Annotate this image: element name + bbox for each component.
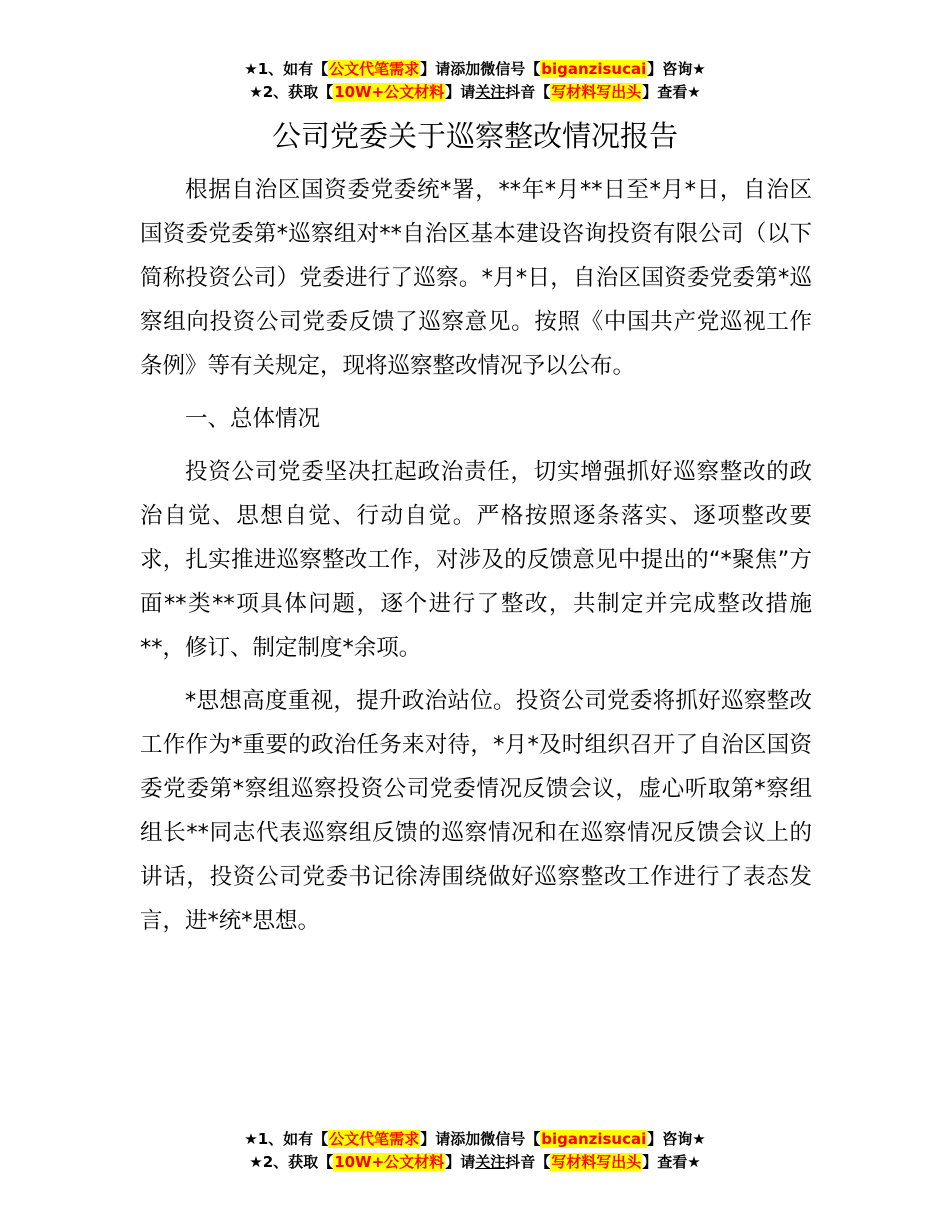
document-title: 公司党委关于巡察整改情况报告: [271, 119, 678, 153]
promo-text: ★1、如有【: [244, 1130, 329, 1148]
promo-text: 】查看★: [642, 83, 701, 101]
promo-banner-top: [0, 58, 950, 104]
promo-line-1: [0, 58, 950, 81]
promo-text: ★1、如有【: [244, 60, 329, 78]
promo-banner-bottom: [0, 1128, 950, 1174]
paragraph-measure-1: *思想高度重视，提升政治站位。投资公司党委将抓好巡察整改工作作为*重要的政治任务来对待，*月*及时组织召开了自治区国资委党委第*察组巡察投资公司党委情况反馈会议，虚心听取第*察组组长**同志代表巡察组反馈的巡察情况和在巡察情况反馈会议上的讲话，投资公司党委书记徐涛围绕做好巡察整改工作进行了表态发言，进*统*思想。: [140, 688, 812, 934]
promo-text: 】查看★: [642, 1153, 701, 1171]
promo-text: 】咨询★: [647, 1130, 706, 1148]
promo-line-2: [0, 1151, 950, 1174]
promo-line-1: [0, 1128, 950, 1151]
promo-underlined-text: 关注: [475, 1153, 506, 1171]
promo-underlined-text: 关注: [475, 83, 506, 101]
promo-text: 】请: [445, 1153, 476, 1171]
promo-text: 】请: [445, 83, 476, 101]
douyin-name-highlight: 写材料写出头: [551, 1153, 642, 1171]
promo-text: 】请添加微信号【: [420, 1130, 541, 1148]
promo-text: 抖音【: [505, 1153, 551, 1171]
wechat-id-highlight: biganzisucai: [541, 60, 647, 78]
promo-highlight: 10W+公文材料: [334, 83, 445, 101]
promo-highlight: 公文代笔需求: [329, 1130, 420, 1148]
promo-highlight: 公文代笔需求: [329, 60, 420, 78]
douyin-name-highlight: 写材料写出头: [551, 83, 642, 101]
promo-text: 】咨询★: [647, 60, 706, 78]
wechat-id-highlight: biganzisucai: [541, 1130, 647, 1148]
promo-text: ★2、获取【: [249, 83, 334, 101]
promo-text: 抖音【: [505, 83, 551, 101]
document-body: [140, 168, 812, 943]
paragraph-intro: 根据自治区国资委党委统*署，**年*月**日至*月*日，自治区国资委党委第*巡察组对**自治区基本建设咨询投资有限公司（以下简称投资公司）党委进行了巡察。*月*日，自治区国资委党委第*巡察组向投资公司党委反馈了巡察意见。按照《中国共产党巡视工作条例》等有关规定，现将巡察整改情况予以公布。: [140, 177, 812, 379]
promo-line-2: [0, 81, 950, 104]
promo-highlight: 10W+公文材料: [334, 1153, 445, 1171]
promo-text: ★2、获取【: [249, 1153, 334, 1171]
paragraph-overview: 投资公司党委坚决扛起政治责任，切实增强抓好巡察整改的政治自觉、思想自觉、行动自觉。严格按照逐条落实、逐项整改要求，扎实推进巡察整改工作，对涉及的反馈意见中提出的“*聚焦”方面**类**项具体问题，逐个进行了整改，共制定并完成整改措施**，修订、制定制度*余项。: [140, 459, 812, 661]
section-heading: 一、总体情况: [185, 406, 321, 432]
promo-text: 】请添加微信号【: [420, 60, 541, 78]
